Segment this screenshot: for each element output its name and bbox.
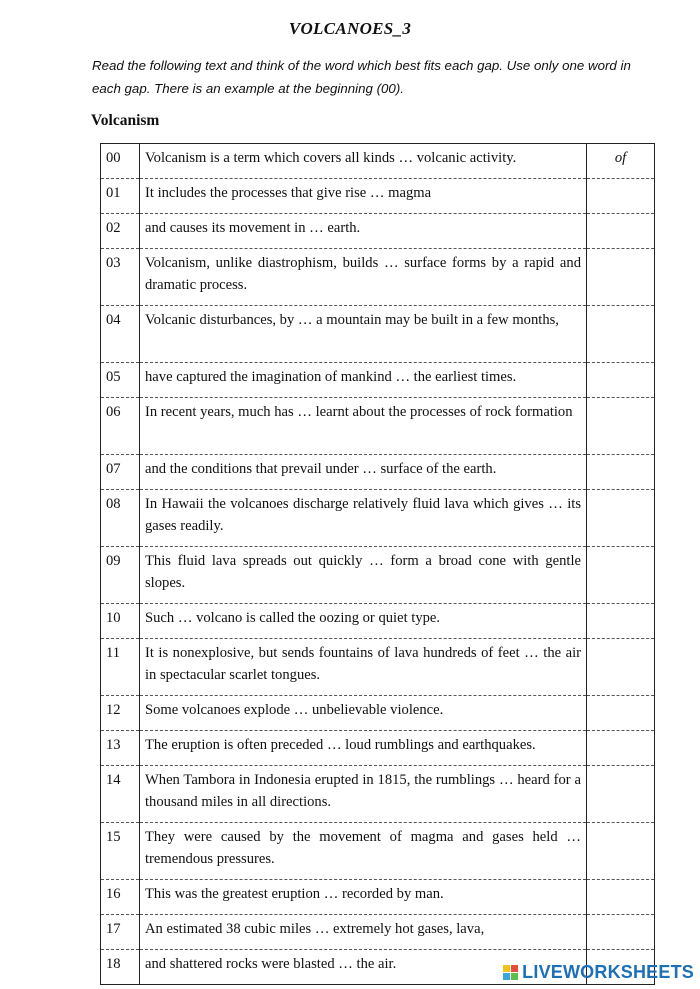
gap-number: 17 <box>101 915 140 950</box>
gap-number: 11 <box>101 639 140 696</box>
table-row <box>101 880 655 915</box>
liveworksheets-logo-icon <box>503 965 519 981</box>
answer-field[interactable] <box>587 249 655 306</box>
table-row <box>101 179 655 214</box>
instructions-text: Read the following text and think of the word which best fits each gap. Use only one word in each gap. There is an example at the beginning (00). <box>92 58 631 96</box>
answer-field[interactable] <box>587 731 655 766</box>
table-row <box>101 490 655 547</box>
answer-field[interactable] <box>587 604 655 639</box>
gap-sentence: and shattered rocks were blasted … the air. <box>140 950 587 985</box>
gap-sentence: The eruption is often preceded … loud rumblings and earthquakes. <box>140 731 587 766</box>
gap-number: 14 <box>101 766 140 823</box>
table-row <box>101 455 655 490</box>
answer-field[interactable] <box>587 880 655 915</box>
gap-sentence: It is nonexplosive, but sends fountains of lava hundreds of feet … the air in spectacular scarlet tongues. <box>140 639 587 696</box>
worksheet-title: VOLCANOES_3 <box>288 19 412 38</box>
answer-field[interactable] <box>587 214 655 249</box>
table-row <box>101 306 655 363</box>
gap-number: 03 <box>101 249 140 306</box>
gap-sentence: When Tambora in Indonesia erupted in 1815, the rumblings … heard for a thousand miles in all directions. <box>140 766 587 823</box>
gap-number: 12 <box>101 696 140 731</box>
answer-field[interactable] <box>587 639 655 696</box>
table-row <box>101 823 655 880</box>
table-row <box>101 915 655 950</box>
gap-sentence: In Hawaii the volcanoes discharge relatively fluid lava which gives … its gases readily. <box>140 490 587 547</box>
answer-field[interactable] <box>587 306 655 363</box>
table-row <box>101 363 655 398</box>
gap-sentence: Volcanism is a term which covers all kinds … volcanic activity. <box>140 144 587 179</box>
answer-field[interactable] <box>587 766 655 823</box>
gap-sentence: and causes its movement in … earth. <box>140 214 587 249</box>
logo-text: LIVEWORKSHEETS <box>522 962 694 982</box>
gap-sentence: and the conditions that prevail under … surface of the earth. <box>140 455 587 490</box>
gap-sentence: It includes the processes that give rise … magma <box>140 179 587 214</box>
answer-field[interactable] <box>587 823 655 880</box>
table-row <box>101 604 655 639</box>
gap-fill-table <box>100 143 655 985</box>
gap-number: 15 <box>101 823 140 880</box>
gap-number: 10 <box>101 604 140 639</box>
table-row <box>101 766 655 823</box>
gap-number: 09 <box>101 547 140 604</box>
table-row <box>101 214 655 249</box>
gap-sentence: Volcanic disturbances, by … a mountain may be built in a few months, <box>140 306 587 363</box>
gap-sentence: Volcanism, unlike diastrophism, builds … surface forms by a rapid and dramatic process. <box>140 249 587 306</box>
table-row <box>101 249 655 306</box>
answer-field[interactable] <box>587 398 655 455</box>
answer-field[interactable] <box>587 490 655 547</box>
gap-number: 02 <box>101 214 140 249</box>
table-row <box>101 731 655 766</box>
table-row <box>101 696 655 731</box>
answer-field[interactable] <box>587 179 655 214</box>
gap-sentence: Such … volcano is called the oozing or quiet type. <box>140 604 587 639</box>
gap-number: 13 <box>101 731 140 766</box>
gap-sentence: They were caused by the movement of magma and gases held … tremendous pressures. <box>140 823 587 880</box>
table-row <box>101 144 655 179</box>
gap-number: 08 <box>101 490 140 547</box>
answer-field[interactable] <box>587 363 655 398</box>
gap-sentence: In recent years, much has … learnt about the processes of rock formation <box>140 398 587 455</box>
gap-number: 01 <box>101 179 140 214</box>
gap-number: 16 <box>101 880 140 915</box>
gap-number: 05 <box>101 363 140 398</box>
gap-number: 07 <box>101 455 140 490</box>
table-row <box>101 547 655 604</box>
section-heading: Volcanism <box>91 112 160 129</box>
gap-number: 00 <box>101 144 140 179</box>
table-row <box>101 639 655 696</box>
gap-sentence: have captured the imagination of mankind … the earliest times. <box>140 363 587 398</box>
gap-sentence: This fluid lava spreads out quickly … form a broad cone with gentle slopes. <box>140 547 587 604</box>
table-row <box>101 398 655 455</box>
gap-sentence: Some volcanoes explode … unbelievable violence. <box>140 696 587 731</box>
gap-number: 18 <box>101 950 140 985</box>
liveworksheets-logo <box>503 962 694 983</box>
answer-field[interactable] <box>587 455 655 490</box>
answer-field[interactable] <box>587 915 655 950</box>
answer-field[interactable] <box>587 696 655 731</box>
answer-field[interactable] <box>587 547 655 604</box>
gap-sentence: This was the greatest eruption … recorded by man. <box>140 880 587 915</box>
example-answer: of <box>587 144 655 179</box>
gap-sentence: An estimated 38 cubic miles … extremely hot gases, lava, <box>140 915 587 950</box>
gap-number: 04 <box>101 306 140 363</box>
gap-number: 06 <box>101 398 140 455</box>
